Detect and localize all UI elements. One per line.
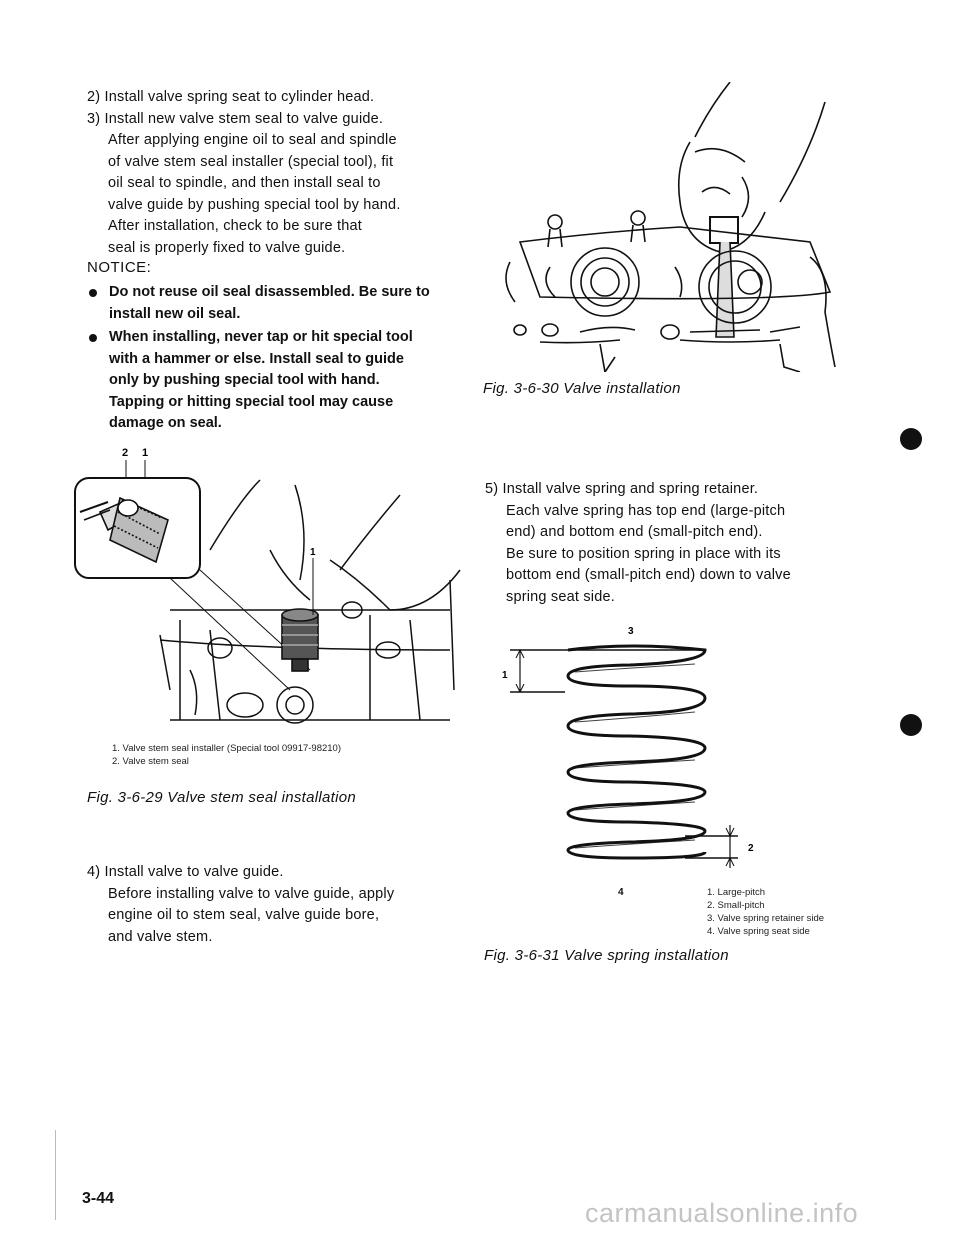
callout-1b: 1 [310, 547, 316, 558]
step-3-line: oil seal to spindle, and then install seal to [108, 175, 381, 191]
step-3-detail [87, 130, 442, 259]
step-5: 5) Install valve spring and spring retainer. Each valve spring has top end (large-pitch end) and bottom end (small-pitch end). Be sure to position spring in place with its bottom end (small-pitch end) down to valve spring seat side. [485, 481, 791, 605]
step-3-line: After installation, check to be sure that [108, 218, 363, 234]
step-3-line: seal is properly fixed to valve guide. [108, 239, 346, 256]
callout-2-pitch: 2 [748, 843, 754, 854]
step-3-line: valve guide by pushing special tool by hand. [108, 196, 401, 213]
notice-title: NOTICE: [87, 259, 152, 276]
fig31-caption: Fig. 3-6-31 Valve spring installation [484, 947, 729, 964]
notice-item: When installing, never tap or hit special tool with a hammer or else. Install seal to guide only by pushing special tool with hand. Tapping or hitting special tool may cause damage on seal. [87, 327, 442, 435]
callout-2: 2 [122, 447, 129, 459]
page-number: 3-44 [82, 1190, 115, 1207]
callout-1-pitch: 1 [502, 670, 508, 681]
fig29-legend: 1. Valve stem seal installer (Special tool 09917-98210) 2. Valve stem seal [112, 743, 342, 767]
step-3: 3) Install new valve stem seal to valve guide. [87, 110, 384, 127]
watermark: carmanualsonline.info [585, 1198, 859, 1228]
spring-coils [568, 646, 705, 858]
bullet-icon [89, 289, 97, 297]
valve-stem-seal-illustration [70, 440, 470, 740]
left-text-block [87, 87, 442, 259]
callout-4: 4 [618, 887, 624, 898]
valve-spring-illustration [480, 620, 880, 880]
bullet-icon [89, 334, 97, 342]
fig29-caption: Fig. 3-6-29 Valve stem seal installation [87, 789, 357, 806]
bullet-marker-right-2 [900, 714, 922, 736]
bullet-marker-right-1 [900, 428, 922, 450]
step-3-line: of valve stem seal installer (special tool), fit [108, 153, 394, 170]
valve-installation-illustration [480, 82, 840, 372]
fig30-caption: Fig. 3-6-30 Valve installation [483, 380, 681, 397]
callout-1: 1 [142, 447, 149, 459]
seal-installer-tool [282, 609, 318, 671]
callout-3: 3 [628, 626, 634, 637]
notice-list [87, 282, 442, 435]
step-2: 2) Install valve spring seat to cylinder head. [87, 89, 375, 105]
notice-item: Do not reuse oil seal disassembled. Be sure to install new oil seal. [87, 282, 442, 325]
step-3-line: After applying engine oil to seal and spindle [108, 132, 397, 148]
fig31-legend: 1. Large-pitch 2. Small-pitch 3. Valve spring retainer side 4. Valve spring seat side [707, 887, 825, 937]
margin-rule [55, 1130, 56, 1220]
step-4: 4) Install valve to valve guide. Before installing valve to valve guide, apply engine oil to stem seal, valve guide bore, and valve stem. [87, 864, 395, 945]
